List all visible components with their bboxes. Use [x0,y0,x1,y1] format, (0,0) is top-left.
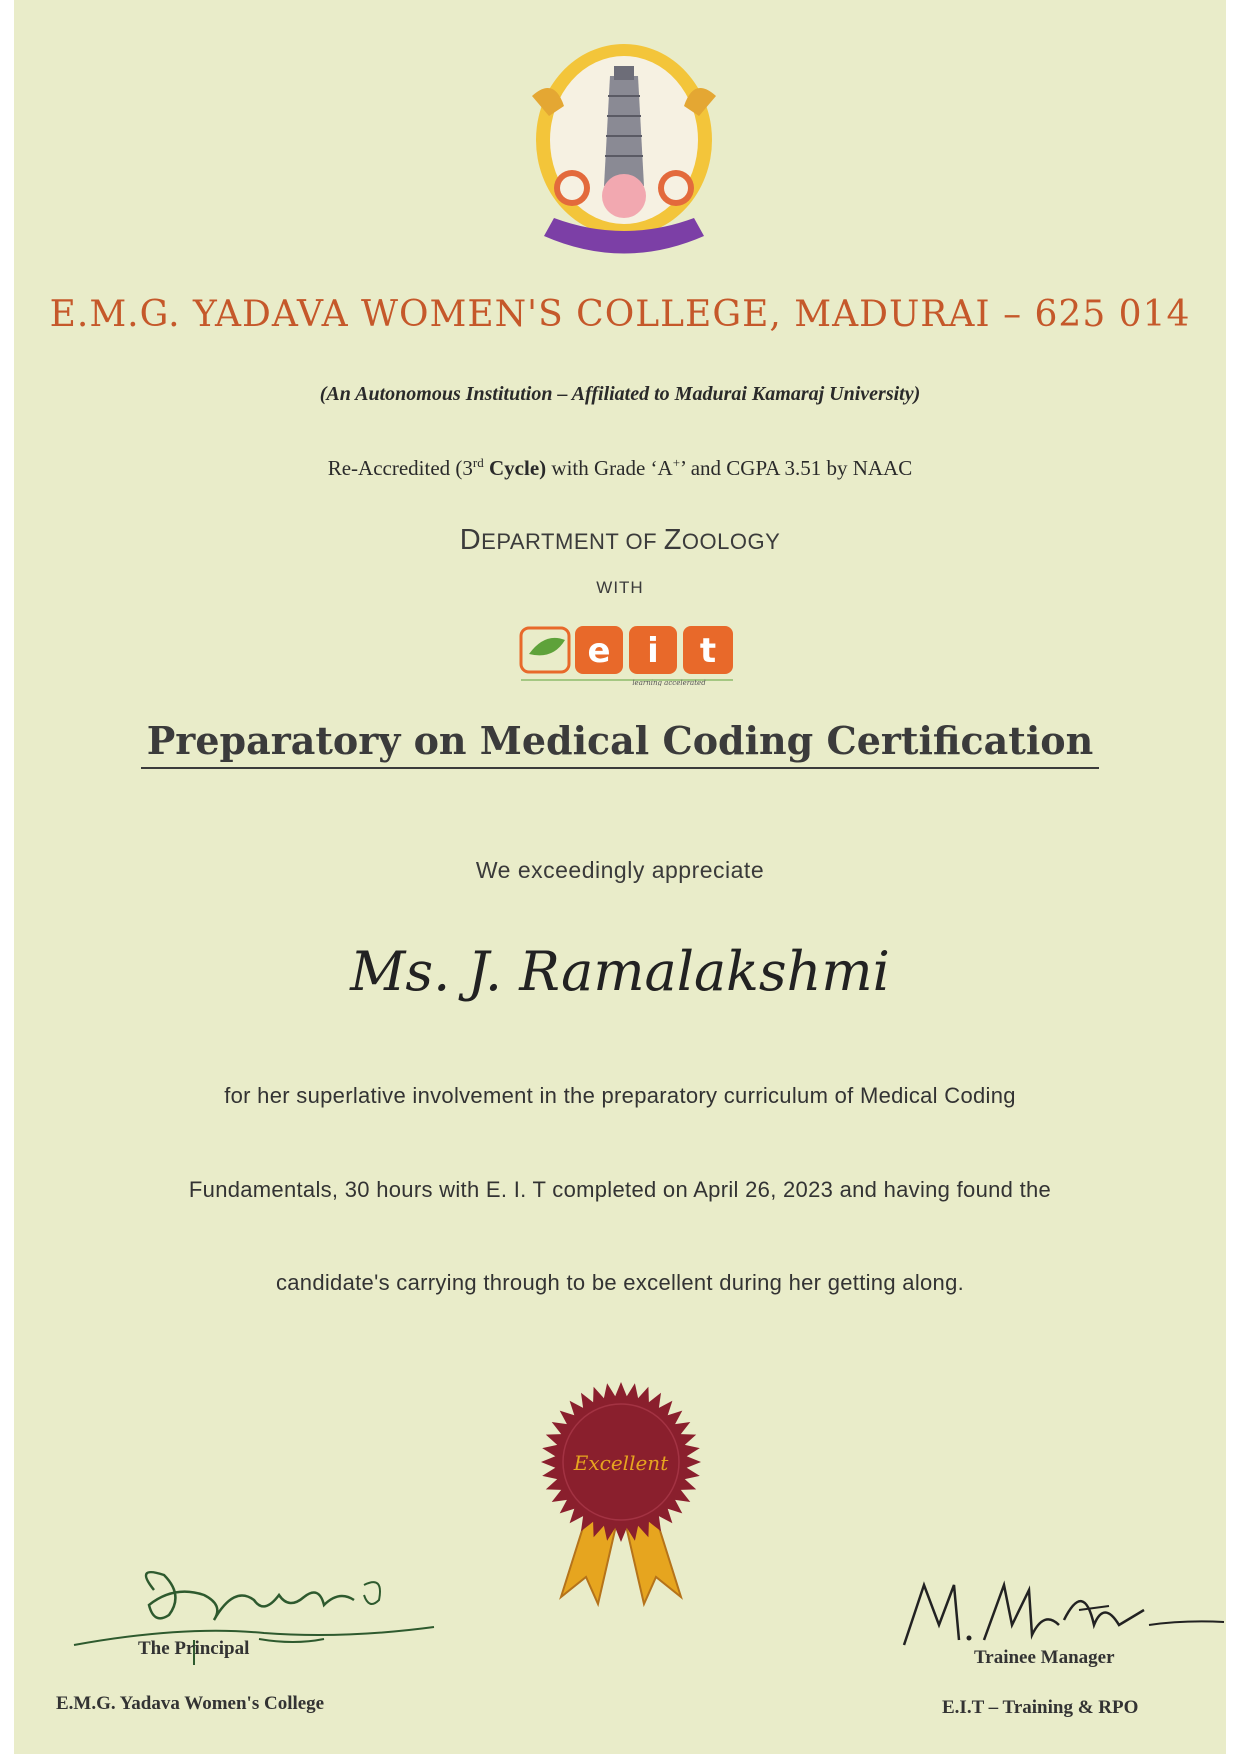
accreditation-prefix: Re-Accredited (3 [327,456,473,480]
department-part1: EPARTMENT OF [481,529,664,554]
affiliation-line: (An Autonomous Institution – Affiliated to Madurai Kamaraj University) [319,383,921,405]
eit-letter-e: e [587,631,611,671]
accreditation-cycle-sup: rd [472,455,484,470]
accreditation-grade-sup: + [672,455,681,470]
accreditation-mid: with Grade ‘A [546,456,673,480]
leaf-icon [529,638,565,656]
body-line-2: Fundamentals, 30 hours with E. I. T completed on April 26, 2023 and having found the [188,1177,1052,1202]
certificate-title-text: Preparatory on Medical Coding Certification [141,718,1100,769]
department-initial-z: Z [663,524,682,556]
department-part2: OOLOGY [681,529,781,554]
with-label: WITH [596,578,644,597]
college-emblem-icon [524,36,724,258]
eit-logo [519,620,739,686]
principal-signature [64,1555,484,1665]
trainee-title: Trainee Manager [974,1647,1115,1668]
department-initial-d: D [459,524,482,556]
trainee-org: E.I.T – Training & RPO [942,1697,1139,1718]
recipient-name: Ms. J. Ramalakshmi [350,940,890,1003]
accreditation-suffix: ’ and CGPA 3.51 by NAAC [680,456,913,480]
appreciation-line: We exceedingly appreciate [475,857,765,883]
body-line-1: for her superlative involvement in the preparatory curriculum of Medical Coding [224,1083,1016,1108]
body-line-3: candidate's carrying through to be excellent during her getting along. [275,1270,965,1295]
certificate-page [14,0,1226,1754]
certificate-title [14,718,1226,763]
college-name: E.M.G. YADAVA WOMEN'S COLLEGE, MADURAI – 625 014 [49,294,1191,335]
eit-letter-t: t [699,631,717,671]
principal-title: The Principal [138,1638,250,1659]
accreditation-line [14,455,1226,481]
eit-tagline: learning accelerated [632,679,706,686]
excellent-seal-icon [536,1372,706,1612]
principal-org: E.M.G. Yadava Women's College [56,1693,325,1714]
accreditation-cycle: Cycle) [483,456,547,480]
department-name [14,524,1226,557]
seal-text: Excellent [573,1451,669,1475]
eit-letter-i: i [647,631,659,671]
